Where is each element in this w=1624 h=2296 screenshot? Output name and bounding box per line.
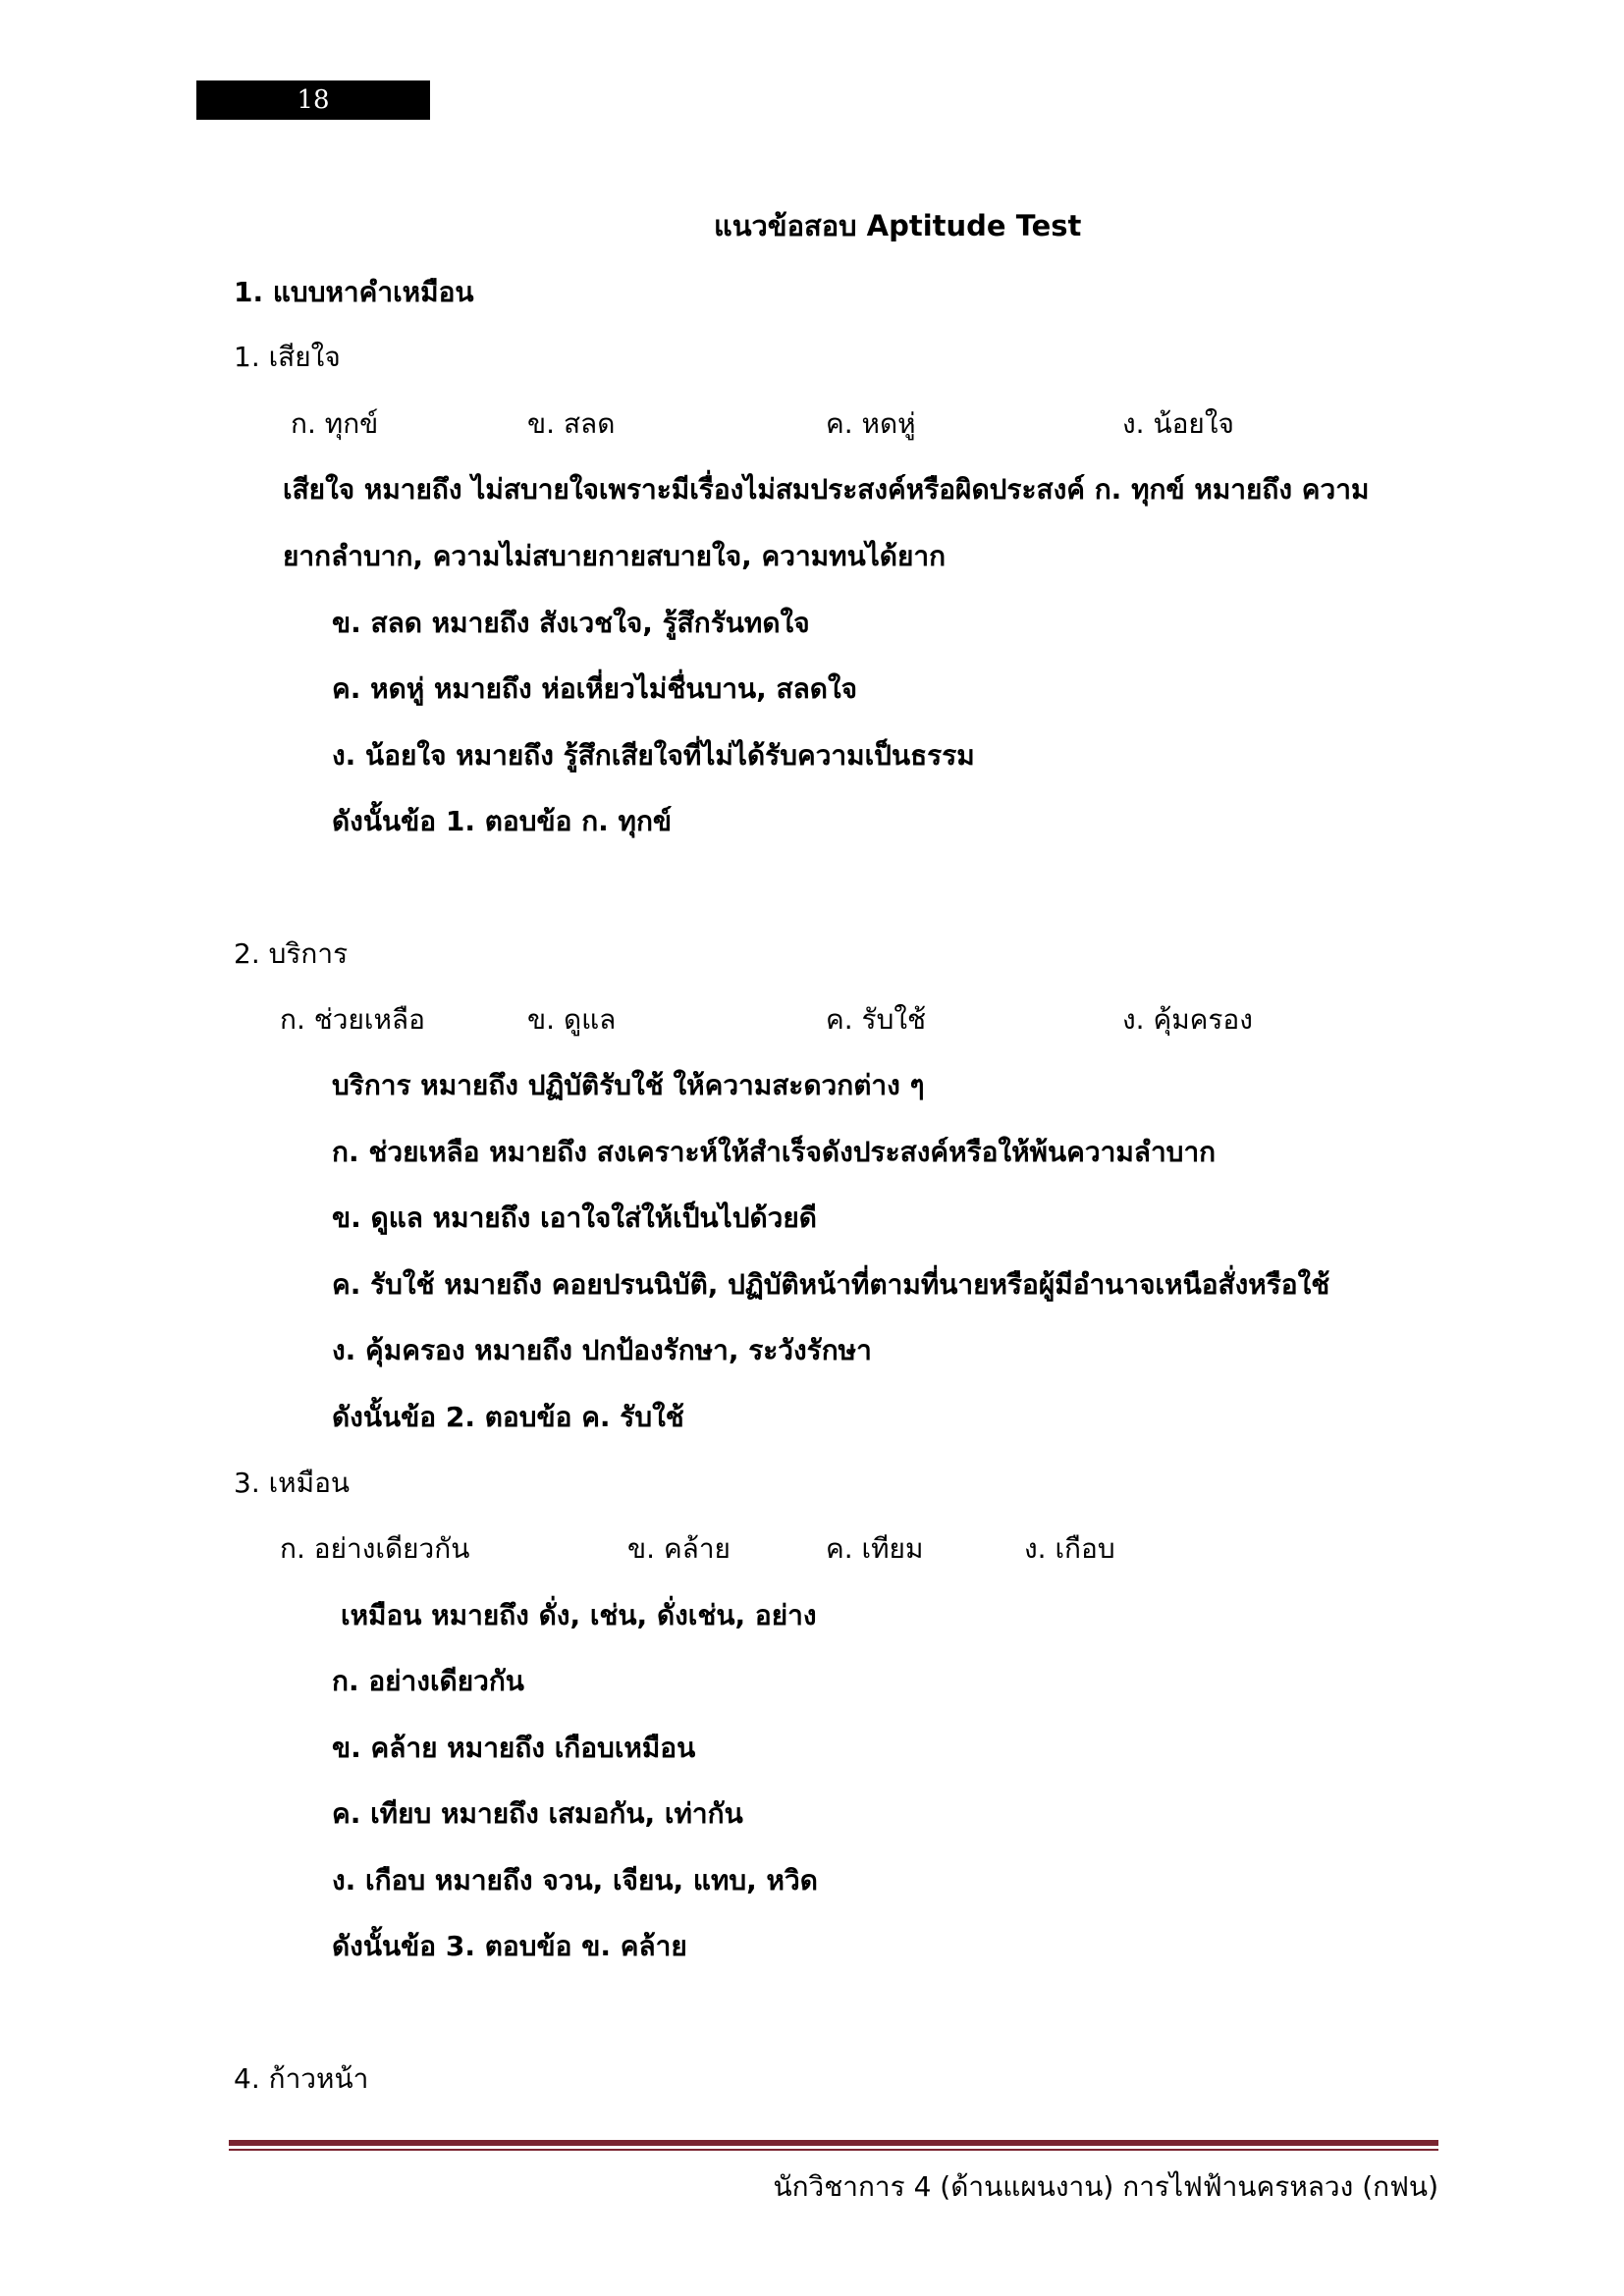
question-2-definition: บริการ หมายถึง ปฏิบัติรับใช้ ให้ความสะดวกต่าง ๆ [332,1069,925,1101]
question-2-explanation-b: ข. ดูแล หมายถึง เอาใจใส่ให้เป็นไปด้วยดี [332,1201,817,1234]
question-3-explanation-c: ค. เทียบ หมายถึง เสมอกัน, เท่ากัน [332,1797,743,1830]
question-1-explanation-c: ค. หดหู่ หมายถึง ห่อเหี่ยวไม่ชื่นบาน, สลดใจ [332,672,858,705]
question-2-explanation-a: ก. ช่วยเหลือ หมายถึง สงเคราะห์ให้สำเร็จดังประสงค์หรือให้พ้นความลำบาก [332,1136,1217,1168]
question-2-option-c: ค. รับใช้ [826,1003,927,1036]
question-2-option-b: ข. ดูแล [527,1003,617,1036]
question-1-explanation-b: ข. สลด หมายถึง สังเวชใจ, รู้สึกรันทดใจ [332,607,810,639]
question-3-explanation-d: ง. เกือบ หมายถึง จวน, เจียน, แทบ, หวิด [332,1864,818,1896]
footer-rule-thick [229,2140,1438,2146]
question-2-option-d: ง. คุ้มครอง [1122,1003,1253,1036]
question-3-explanation-b: ข. คล้าย หมายถึง เกือบเหมือน [332,1732,696,1764]
section-heading: 1. แบบหาคำเหมือน [234,276,474,308]
question-3-option-c: ค. เทียม [826,1532,924,1565]
question-3-definition: เหมือน หมายถึง ดั่ง, เช่น, ดั่งเช่น, อย่าง [341,1599,817,1631]
question-2-explanation-c: ค. รับใช้ หมายถึง คอยปรนนิบัติ, ปฏิบัติหน้าที่ตามที่นายหรือผู้มีอำนาจเหนือสั่งหรือใช้ [332,1268,1330,1301]
question-1-option-a: ก. ทุกข์ [291,407,379,440]
footer-rule-thin [229,2149,1438,2151]
question-1-explanation-line-1: เสียใจ หมายถึง ไม่สบายใจเพราะมีเรื่องไม่สมประสงค์หรือผิดประสงค์ ก. ทุกข์ หมายถึง ความ [283,473,1370,506]
question-3-option-d: ง. เกือบ [1024,1532,1115,1565]
question-4-head: 4. ก้าวหน้า [234,2062,369,2095]
question-2-answer: ดังนั้นข้อ 2. ตอบข้อ ค. รับใช้ [332,1401,684,1433]
question-3-option-a: ก. อย่างเดียวกัน [280,1532,470,1565]
question-3-head: 3. เหมือน [234,1467,351,1499]
question-2-option-a: ก. ช่วยเหลือ [280,1003,425,1036]
page-number: 18 [196,80,430,120]
question-2-explanation-d: ง. คุ้มครอง หมายถึง ปกป้องรักษา, ระวังรักษา [332,1334,872,1366]
question-1-answer: ดังนั้นข้อ 1. ตอบข้อ ก. ทุกข์ [332,805,673,837]
question-3-option-b: ข. คล้าย [627,1532,731,1565]
question-3-explanation-a: ก. อย่างเดียวกัน [332,1665,524,1697]
page-title: แนวข้อสอบ Aptitude Test [714,209,1082,242]
question-1-explanation-d: ง. น้อยใจ หมายถึง รู้สึกเสียใจที่ไม่ได้รับความเป็นธรรม [332,739,975,772]
footer-text: นักวิชาการ 4 (ด้านแผนงาน) การไฟฟ้านครหลวง (กฟน) [773,2170,1438,2203]
question-2-head: 2. บริการ [234,937,349,970]
question-1-option-d: ง. น้อยใจ [1122,407,1234,440]
question-1-option-c: ค. หดหู่ [826,407,916,440]
question-1-explanation-line-2: ยากลำบาก, ความไม่สบายกายสบายใจ, ความทนได้ยาก [283,540,947,572]
question-1-head: 1. เสียใจ [234,341,341,373]
question-1-option-b: ข. สลด [527,407,616,440]
question-3-answer: ดังนั้นข้อ 3. ตอบข้อ ข. คล้าย [332,1930,687,1962]
